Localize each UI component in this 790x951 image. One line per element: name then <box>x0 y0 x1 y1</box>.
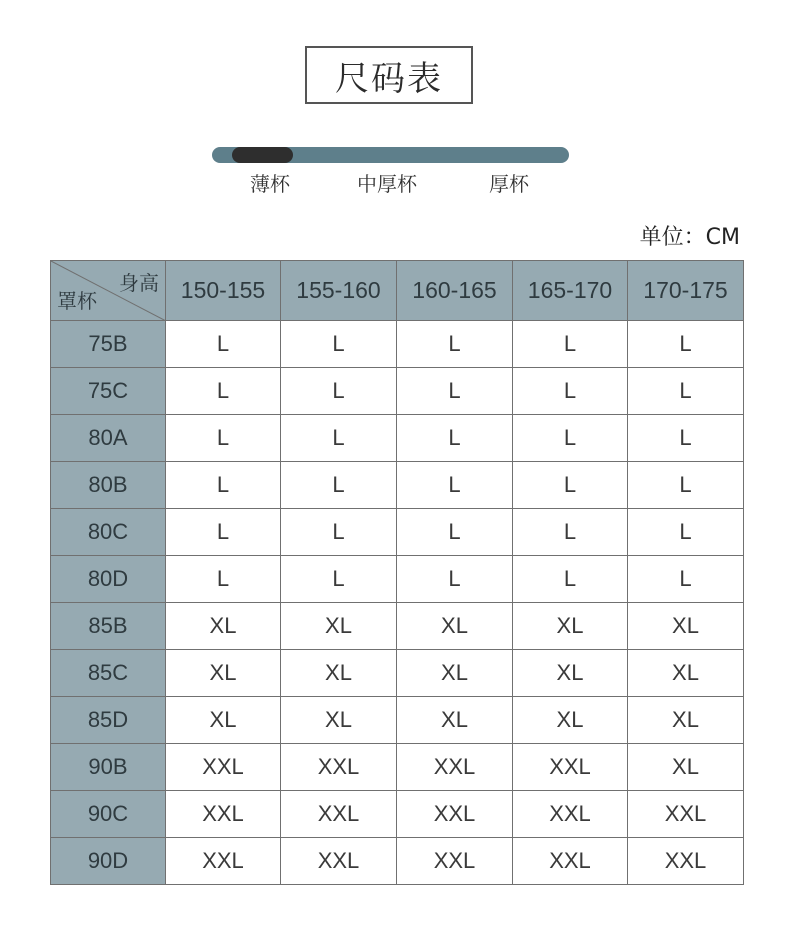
size-cell: XXL <box>513 744 628 791</box>
size-cell: L <box>513 321 628 368</box>
size-cell: XXL <box>397 838 513 885</box>
table-row <box>51 509 744 556</box>
size-cell: L <box>281 462 397 509</box>
size-cell: L <box>166 556 281 603</box>
column-header: 150-155 <box>166 261 281 321</box>
size-cell: XL <box>628 697 744 744</box>
corner-height-label: 身高 <box>119 271 159 295</box>
table-row <box>51 838 744 885</box>
size-table <box>50 260 744 885</box>
thickness-slider-thumb[interactable] <box>232 147 293 163</box>
size-cell: L <box>397 462 513 509</box>
size-cell: L <box>628 556 744 603</box>
row-header-cup: 80A <box>51 415 166 462</box>
size-cell: L <box>397 368 513 415</box>
size-cell: XXL <box>513 791 628 838</box>
size-cell: XXL <box>166 838 281 885</box>
column-header: 170-175 <box>628 261 744 321</box>
size-cell: L <box>166 321 281 368</box>
size-cell: L <box>513 462 628 509</box>
row-header-cup: 80C <box>51 509 166 556</box>
row-header-cup: 90B <box>51 744 166 791</box>
size-cell: L <box>628 415 744 462</box>
row-header-cup: 85C <box>51 650 166 697</box>
column-header: 160-165 <box>397 261 513 321</box>
size-cell: L <box>513 556 628 603</box>
size-cell: L <box>628 321 744 368</box>
table-row <box>51 556 744 603</box>
size-cell: L <box>166 415 281 462</box>
thickness-option-thin: 薄杯 <box>250 172 290 196</box>
size-cell: XXL <box>397 791 513 838</box>
size-cell: XXL <box>281 744 397 791</box>
size-cell: L <box>397 556 513 603</box>
size-cell: L <box>397 321 513 368</box>
page-title: 尺码表 <box>305 46 473 104</box>
size-cell: L <box>397 509 513 556</box>
size-cell: L <box>513 509 628 556</box>
table-row <box>51 650 744 697</box>
size-cell: L <box>628 368 744 415</box>
table-row <box>51 415 744 462</box>
size-cell: XL <box>166 697 281 744</box>
size-cell: L <box>166 462 281 509</box>
size-cell: L <box>628 509 744 556</box>
size-cell: XL <box>513 697 628 744</box>
row-header-cup: 85B <box>51 603 166 650</box>
size-cell: XL <box>397 650 513 697</box>
size-cell: L <box>281 509 397 556</box>
size-cell: L <box>397 415 513 462</box>
size-cell: XXL <box>628 838 744 885</box>
size-cell: L <box>513 415 628 462</box>
size-cell: XXL <box>166 744 281 791</box>
size-cell: XXL <box>628 791 744 838</box>
unit-label: 单位：CM <box>639 225 740 250</box>
size-cell: XL <box>628 744 744 791</box>
size-cell: XL <box>397 603 513 650</box>
table-row <box>51 697 744 744</box>
table-header-row <box>51 261 744 321</box>
row-header-cup: 90D <box>51 838 166 885</box>
size-cell: XL <box>281 650 397 697</box>
size-cell: XXL <box>513 838 628 885</box>
size-cell: XL <box>628 650 744 697</box>
size-cell: XL <box>281 603 397 650</box>
size-cell: XXL <box>281 838 397 885</box>
row-header-cup: 90C <box>51 791 166 838</box>
size-cell: XL <box>513 650 628 697</box>
size-cell: XL <box>513 603 628 650</box>
table-row <box>51 462 744 509</box>
size-cell: XL <box>281 697 397 744</box>
corner-cup-label: 罩杯 <box>57 289 97 313</box>
size-cell: XXL <box>166 791 281 838</box>
size-cell: L <box>281 368 397 415</box>
row-header-cup: 80D <box>51 556 166 603</box>
thickness-option-thick: 厚杯 <box>489 172 529 196</box>
size-cell: XL <box>166 603 281 650</box>
table-row <box>51 791 744 838</box>
column-header: 155-160 <box>281 261 397 321</box>
table-row <box>51 603 744 650</box>
size-cell: L <box>166 509 281 556</box>
table-row <box>51 744 744 791</box>
thickness-option-medium: 中厚杯 <box>357 172 417 196</box>
table-corner-cell <box>51 261 166 321</box>
size-cell: XL <box>397 697 513 744</box>
size-cell: XL <box>628 603 744 650</box>
size-cell: L <box>513 368 628 415</box>
row-header-cup: 75C <box>51 368 166 415</box>
size-cell: XL <box>166 650 281 697</box>
column-header: 165-170 <box>513 261 628 321</box>
table-row <box>51 368 744 415</box>
size-cell: L <box>166 368 281 415</box>
row-header-cup: 75B <box>51 321 166 368</box>
table-row <box>51 321 744 368</box>
size-cell: L <box>281 556 397 603</box>
size-cell: L <box>281 321 397 368</box>
size-cell: XXL <box>397 744 513 791</box>
size-cell: L <box>628 462 744 509</box>
row-header-cup: 80B <box>51 462 166 509</box>
size-cell: XXL <box>281 791 397 838</box>
size-cell: L <box>281 415 397 462</box>
table-body <box>51 321 744 885</box>
row-header-cup: 85D <box>51 697 166 744</box>
